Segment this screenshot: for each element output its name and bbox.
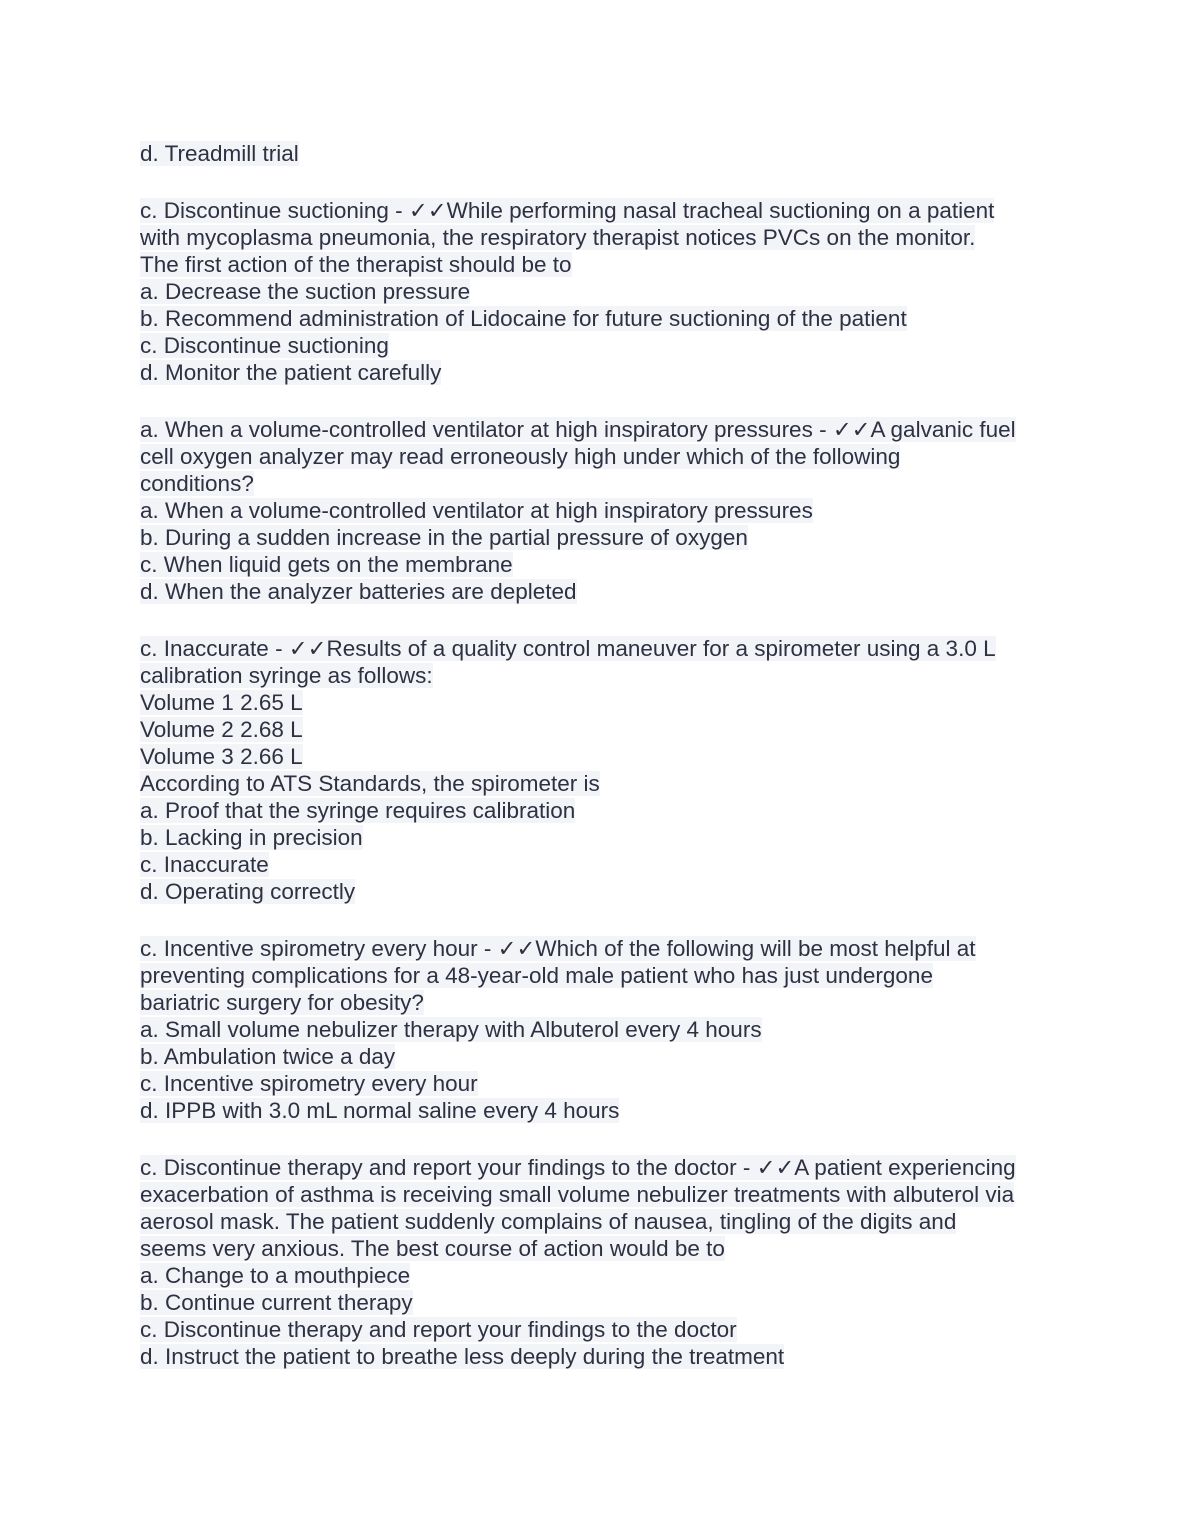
question-line: Volume 1 2.65 L [140,690,303,715]
answer-option: c. Discontinue therapy and report your findings to the doctor [140,1317,737,1342]
question-line: with mycoplasma pneumonia, the respiratory therapist notices PVCs on the monitor. [140,225,976,250]
answer-option: d. Treadmill trial [140,141,299,166]
question-line: c. Incentive spirometry every hour - ✓✓Which of the following will be most helpful at [140,936,976,961]
question-line: c. Inaccurate - ✓✓Results of a quality control maneuver for a spirometer using a 3.0 L [140,636,996,661]
answer-option: a. Decrease the suction pressure [140,279,471,304]
question-line: cell oxygen analyzer may read erroneously high under which of the following [140,444,901,469]
document-page [140,140,1060,1400]
answer-option: a. Small volume nebulizer therapy with Albuterol every 4 hours [140,1017,762,1042]
answer-option: c. Discontinue suctioning [140,333,389,358]
question-line: aerosol mask. The patient suddenly complains of nausea, tingling of the digits and [140,1209,957,1234]
answer-option: c. When liquid gets on the membrane [140,552,513,577]
answer-option: d. IPPB with 3.0 mL normal saline every 4 hours [140,1098,620,1123]
question-block-oxygen-analyzer [140,416,1060,605]
question-line: calibration syringe as follows: [140,663,433,688]
answer-option: d. Instruct the patient to breathe less deeply during the treatment [140,1344,785,1369]
answer-option: b. Continue current therapy [140,1290,413,1315]
answer-option: a. Proof that the syringe requires calibration [140,798,576,823]
question-line: According to ATS Standards, the spirometer is [140,771,600,796]
answer-option: b. Recommend administration of Lidocaine for future suctioning of the patient [140,306,907,331]
answer-option: b. Lacking in precision [140,825,363,850]
question-block-suctioning [140,197,1060,386]
answer-option: c. Inaccurate [140,852,269,877]
question-line: exacerbation of asthma is receiving small volume nebulizer treatments with albuterol via [140,1182,1015,1207]
question-line: conditions? [140,471,254,496]
answer-option: a. When a volume-controlled ventilator at high inspiratory pressures [140,498,813,523]
answer-option: b. During a sudden increase in the partial pressure of oxygen [140,525,748,550]
question-line: Volume 3 2.66 L [140,744,303,769]
question-line: bariatric surgery for obesity? [140,990,424,1015]
question-block-spirometer [140,635,1060,905]
question-line: seems very anxious. The best course of action would be to [140,1236,725,1261]
question-line: c. Discontinue therapy and report your findings to the doctor - ✓✓A patient experiencing [140,1155,1016,1180]
question-block-asthma [140,1154,1060,1370]
previous-question-tail [140,140,1060,167]
answer-option: b. Ambulation twice a day [140,1044,396,1069]
question-line: c. Discontinue suctioning - ✓✓While performing nasal tracheal suctioning on a patient [140,198,995,223]
answer-option: d. Operating correctly [140,879,356,904]
question-line: a. When a volume-controlled ventilator at high inspiratory pressures - ✓✓A galvanic fuel [140,417,1016,442]
answer-option: d. Monitor the patient carefully [140,360,442,385]
question-line: The first action of the therapist should be to [140,252,572,277]
question-line: preventing complications for a 48-year-old male patient who has just undergone [140,963,933,988]
answer-option: d. When the analyzer batteries are depleted [140,579,577,604]
question-line: Volume 2 2.68 L [140,717,303,742]
question-block-bariatric [140,935,1060,1124]
answer-option: a. Change to a mouthpiece [140,1263,411,1288]
answer-option: c. Incentive spirometry every hour [140,1071,478,1096]
